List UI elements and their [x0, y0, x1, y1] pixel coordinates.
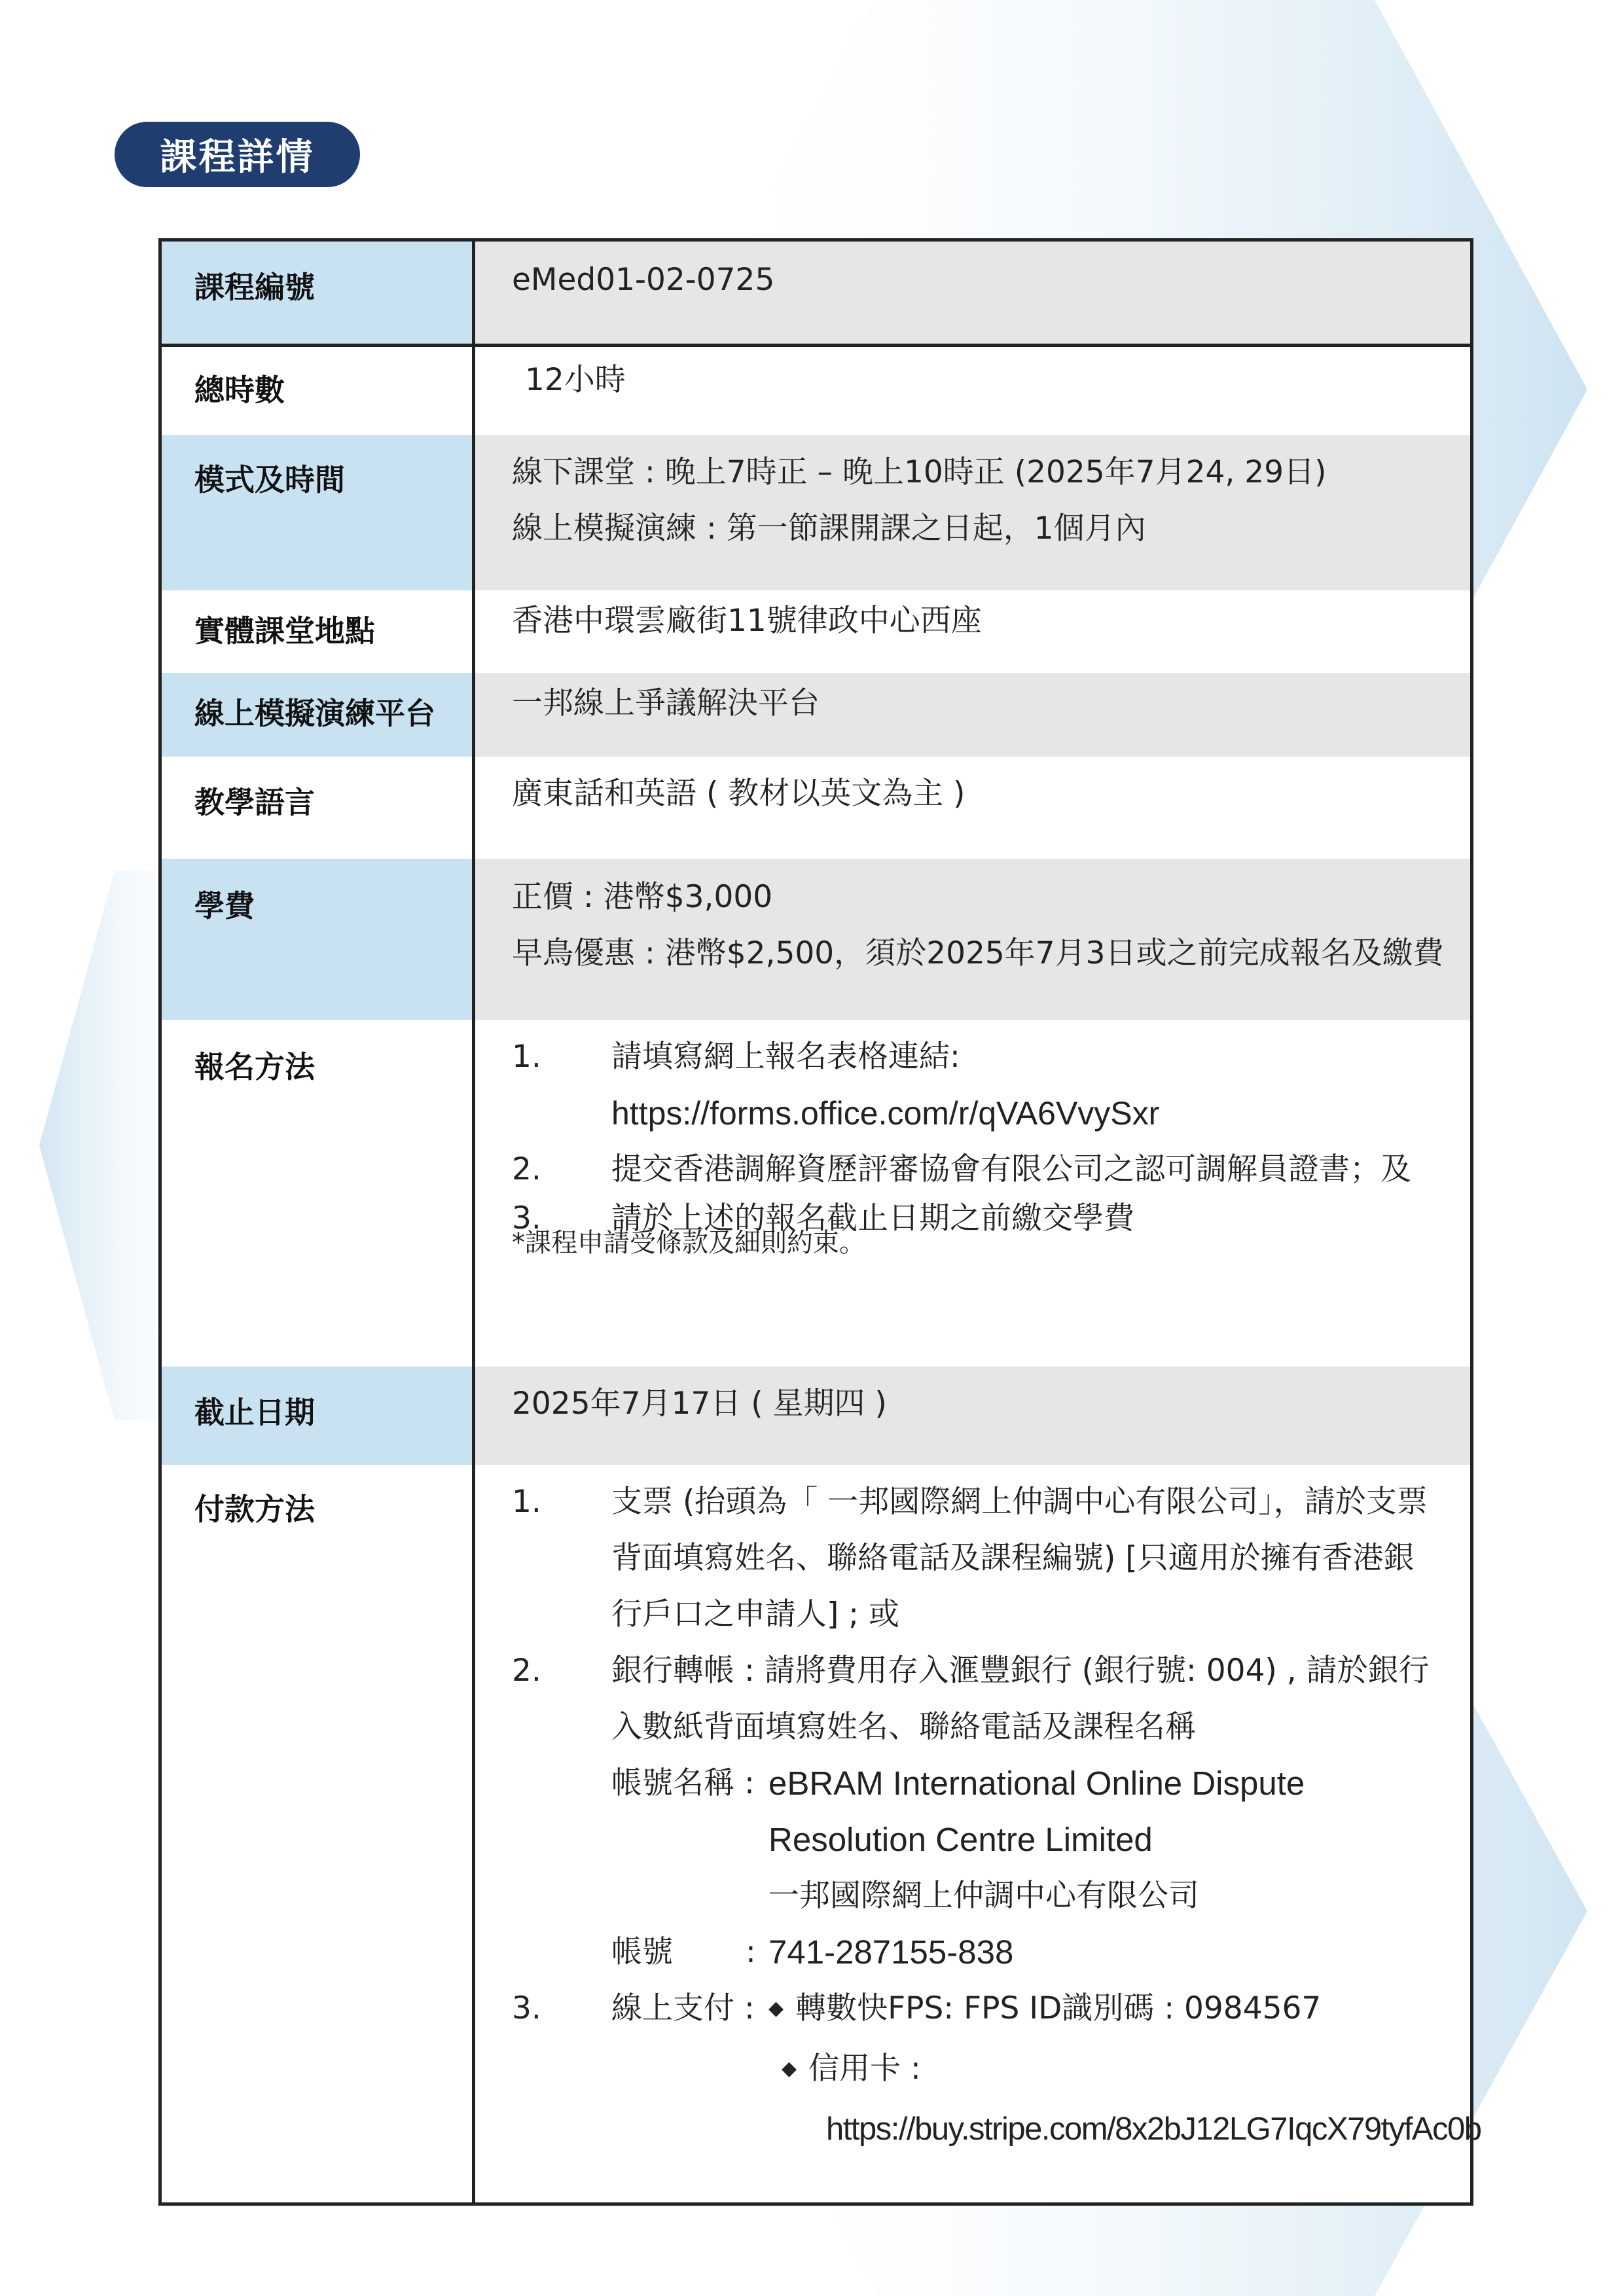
payment-cheque-line-3: 行戶口之申請人] ; 或	[611, 1596, 900, 1632]
fee-label: 學費	[160, 859, 474, 1020]
payment-option-3-number: 3.	[512, 1990, 541, 2026]
account-name-en-1: eBRAM International Online Dispute	[768, 1765, 1305, 1802]
payment-label: 付款方法	[160, 1465, 474, 2204]
online-payment-card-row	[611, 2041, 1457, 2101]
row-enrolment	[160, 1020, 1472, 1367]
row-course-code	[160, 240, 1472, 346]
account-number-value: 741-287155-838	[768, 1933, 1014, 1971]
account-number-row	[611, 1924, 1457, 1981]
stripe-link-row	[512, 2101, 1481, 2157]
fee-value	[474, 859, 1472, 1020]
enrol-form-link-row	[512, 1085, 1457, 1141]
bullet-diamond-icon: ◆	[782, 2057, 797, 2080]
account-name-row	[611, 1755, 1457, 1812]
account-name-zh: 一邦國際網上仲調中心有限公司	[768, 1878, 1199, 1914]
enrol-step-2-number: 2.	[512, 1151, 541, 1187]
enrol-form-link[interactable]: https://forms.office.com/r/qVA6VvySxr	[611, 1095, 1160, 1132]
row-fee	[160, 859, 1472, 1020]
payment-option-2-number: 2.	[512, 1653, 541, 1689]
language-value: 廣東話和英語 ( 教材以英文為主 )	[474, 757, 1472, 859]
payment-option-2	[512, 1643, 1457, 1981]
enrol-step-3-text: 請於上述的報名截止日期之前繳交學費	[611, 1200, 1134, 1236]
row-total-hours	[160, 346, 1472, 436]
row-language	[160, 757, 1472, 859]
account-name-key: 帳號名稱 :	[611, 1765, 755, 1801]
row-deadline	[160, 1367, 1472, 1465]
fee-regular: 正價 : 港幣$3,000	[512, 879, 773, 915]
course-code-label: 課程編號	[160, 240, 474, 346]
credit-card-label: 信用卡 :	[808, 2051, 921, 2087]
course-details-table	[158, 238, 1481, 2206]
payment-cheque-line-2: 背面填寫姓名、聯絡電話及課程編號) [只適用於擁有香港銀	[611, 1540, 1415, 1576]
enrol-terms-note: *課程申請受條款及細則約束。	[512, 1228, 865, 1258]
fps-info: 轉數快FPS: FPS ID識別碼 : 0984567	[795, 1990, 1322, 2026]
enrol-step-1-text: 請填寫網上報名表格連結:	[611, 1039, 960, 1075]
row-venue	[160, 590, 1472, 673]
account-name-row-2	[611, 1812, 1457, 1868]
row-payment	[160, 1465, 1472, 2204]
payment-option-1-number: 1.	[512, 1484, 541, 1520]
venue-value: 香港中環雲廠街11號律政中心西座	[474, 590, 1472, 673]
payment-option-1	[512, 1474, 1457, 1643]
mode-time-value	[474, 435, 1472, 590]
language-label: 教學語言	[160, 757, 474, 859]
mode-offline-line: 線下課堂 : 晚上7時正 – 晚上10時正 (2025年7月24, 29日)	[512, 454, 1327, 490]
account-number-sep: :	[746, 1934, 756, 1970]
enrolment-label: 報名方法	[160, 1020, 474, 1367]
enrol-step-1-number: 1.	[512, 1039, 541, 1075]
section-title-pill: 課程詳情	[115, 122, 360, 187]
deadline-value: 2025年7月17日 ( 星期四 )	[474, 1367, 1472, 1465]
mode-time-label: 模式及時間	[160, 435, 474, 590]
enrol-step-2-text: 提交香港調解資歷評審協會有限公司之認可調解員證書；及	[611, 1151, 1411, 1187]
online-payment-fps-row	[611, 1981, 1457, 2041]
total-hours-value: 12小時	[474, 346, 1472, 436]
online-payment-key: 線上支付 :	[611, 1990, 755, 2026]
account-number-key: 帳號	[611, 1934, 673, 1970]
venue-label: 實體課堂地點	[160, 590, 474, 673]
enrol-step-2	[512, 1141, 1457, 1199]
fee-early-bird: 早鳥優惠 : 港幣$2,500，須於2025年7月3日或之前完成報名及繳費	[512, 935, 1444, 971]
enrolment-value	[474, 1020, 1472, 1367]
payment-transfer-line-2: 入數紙背面填寫姓名、聯絡電話及課程名稱	[611, 1709, 1196, 1745]
payment-transfer-line-1: 銀行轉帳 : 請將費用存入滙豐銀行 (銀行號: 004) , 請於銀行	[611, 1653, 1430, 1689]
row-mode-time	[160, 435, 1472, 590]
payment-value	[474, 1465, 1481, 2204]
enrol-step-1	[512, 1029, 1457, 1085]
total-hours-label: 總時數	[160, 346, 474, 436]
payment-option-3	[512, 1981, 1457, 2101]
mode-online-line: 線上模擬演練 : 第一節課開課之日起，1個月內	[512, 511, 1146, 547]
course-code-value: eMed01-02-0725	[474, 240, 1472, 346]
platform-label: 線上模擬演練平台	[160, 673, 474, 757]
account-name-row-3	[611, 1868, 1457, 1924]
bullet-diamond-icon: ◆	[768, 1997, 784, 2020]
enrol-step-3-number: 3.	[512, 1200, 541, 1236]
deadline-label: 截止日期	[160, 1367, 474, 1465]
platform-value: 一邦線上爭議解決平台	[474, 673, 1472, 757]
account-name-en-2: Resolution Centre Limited	[768, 1821, 1153, 1858]
payment-cheque-line-1: 支票 (抬頭為「 一邦國際網上仲調中心有限公司」，請於支票	[611, 1484, 1428, 1520]
row-platform	[160, 673, 1472, 757]
stripe-payment-link[interactable]: https://buy.stripe.com/8x2bJ12LG7IqcX79tyfAc0b	[826, 2111, 1481, 2147]
